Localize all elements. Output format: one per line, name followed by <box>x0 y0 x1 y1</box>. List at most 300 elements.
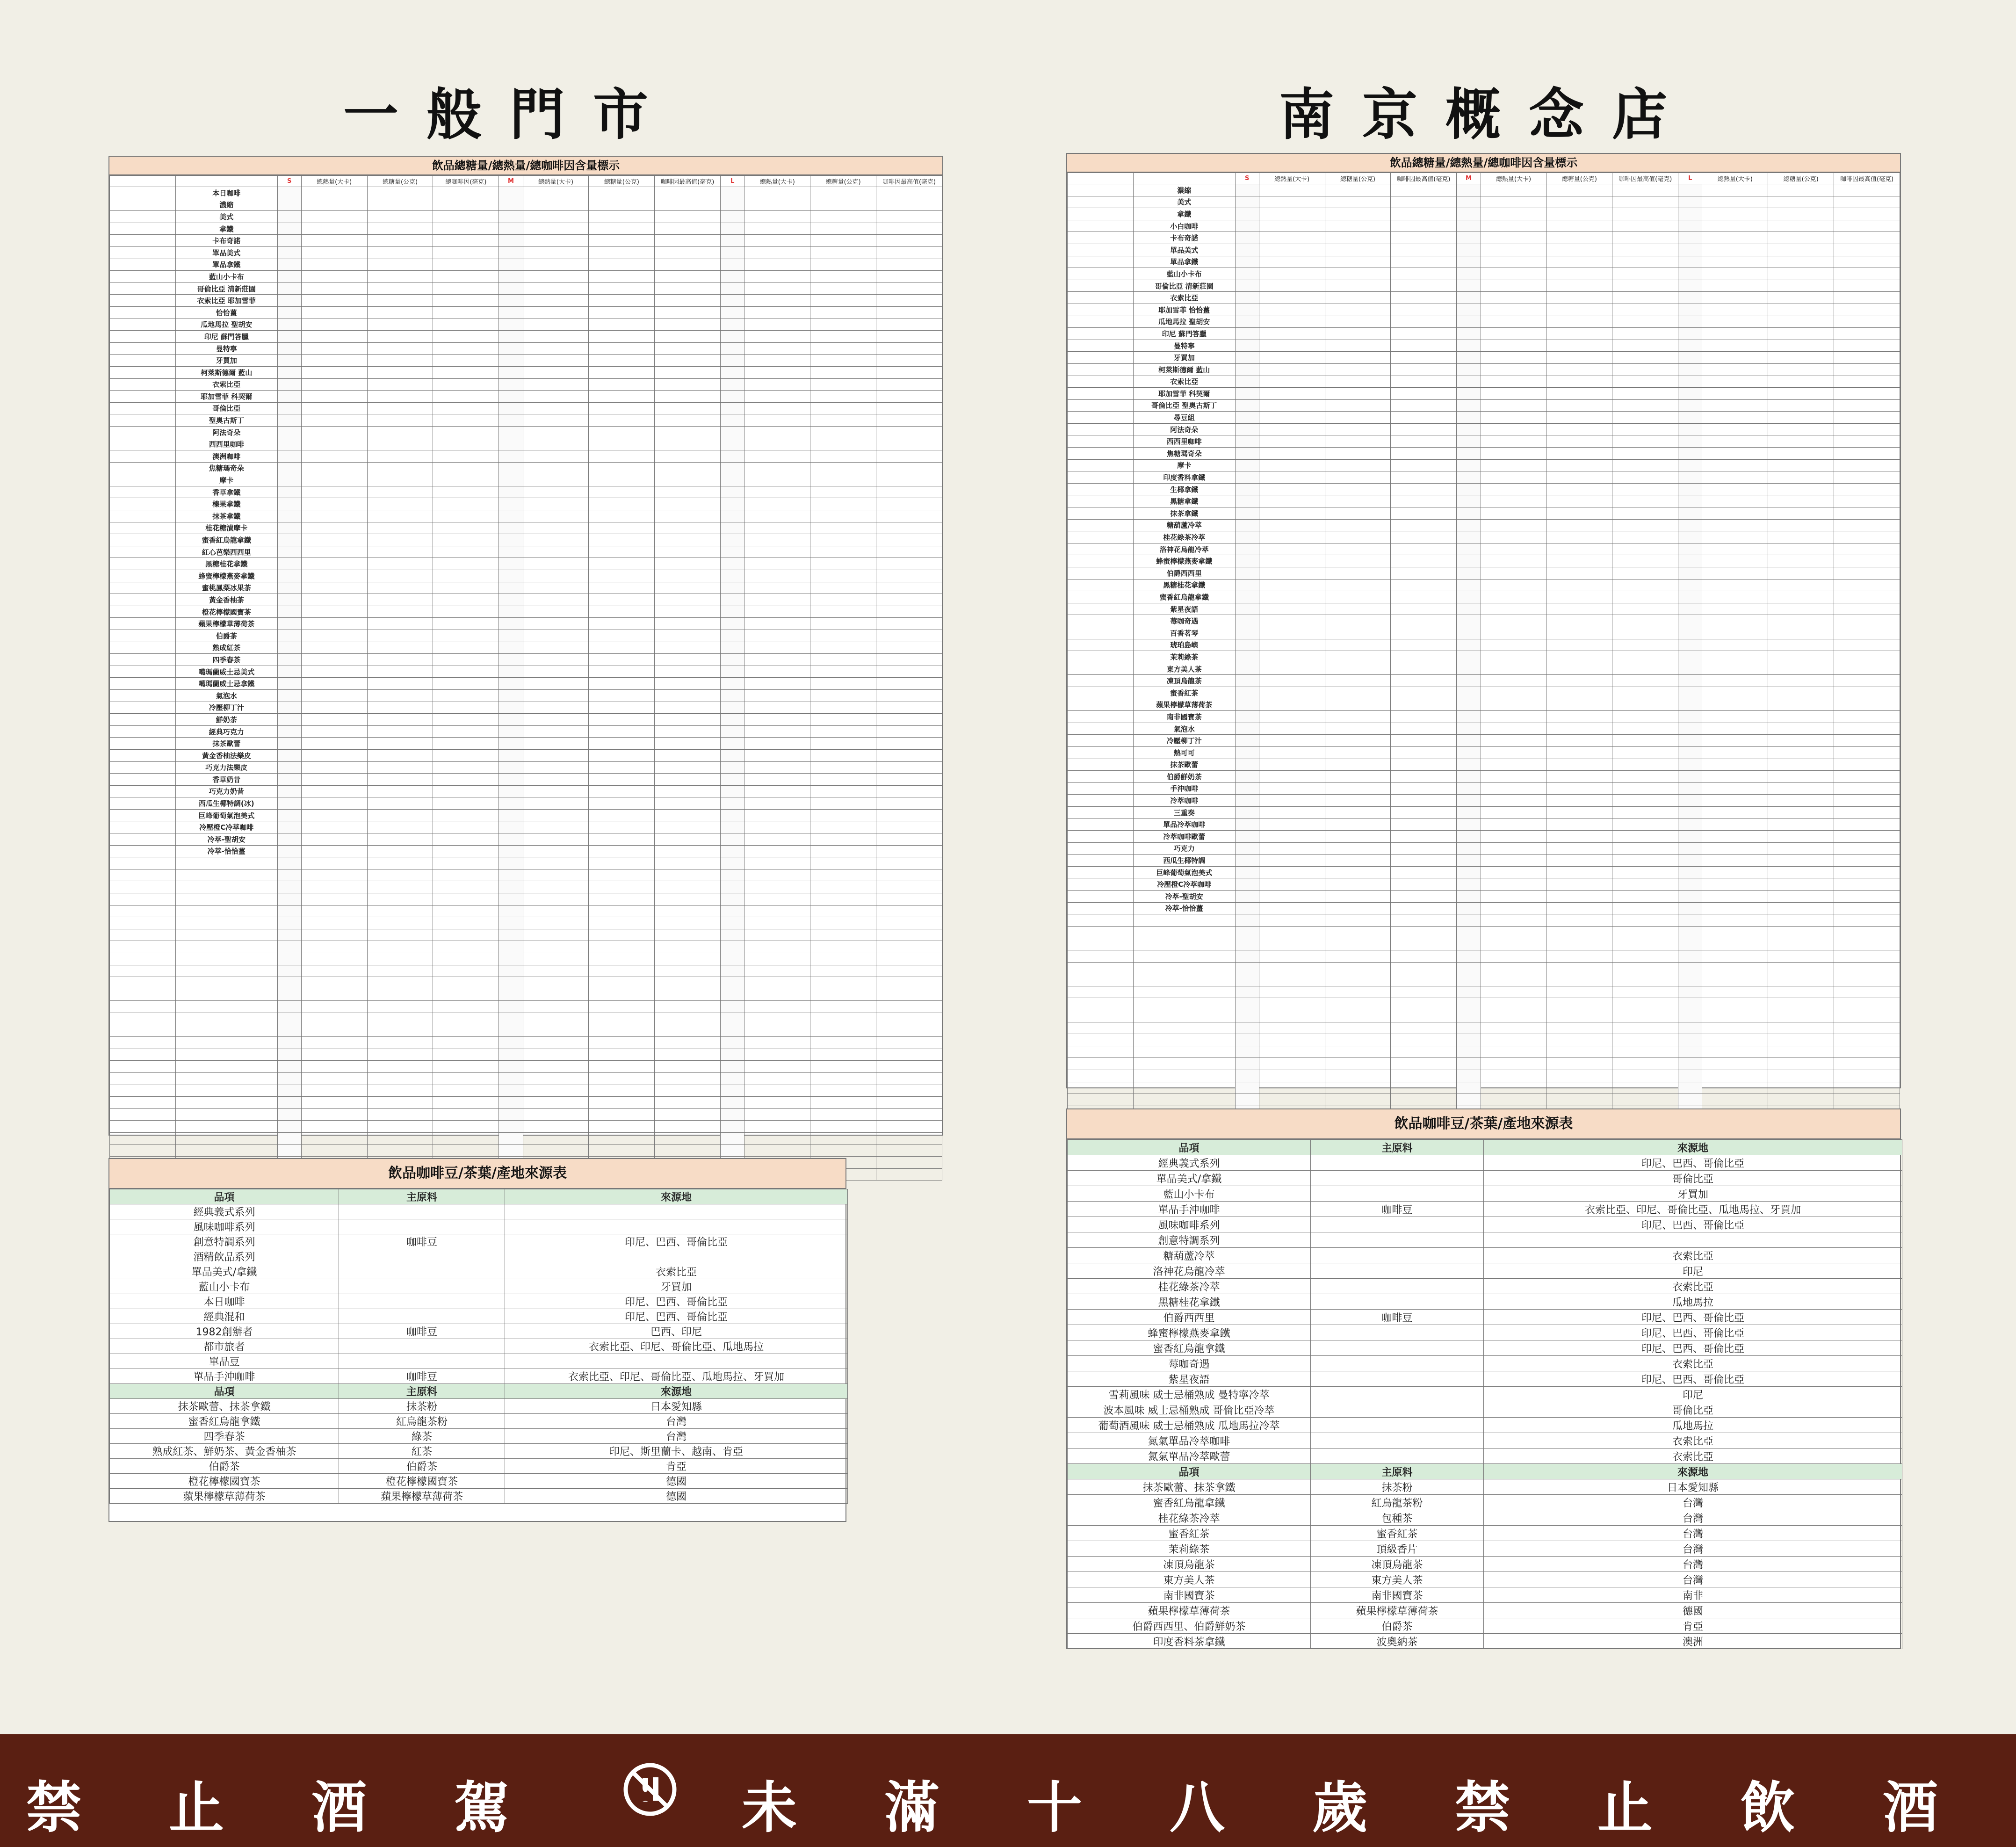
value-cell <box>721 618 744 630</box>
value-cell <box>1768 926 1834 938</box>
value-cell <box>499 618 523 630</box>
value-cell <box>1325 1094 1391 1106</box>
value-cell <box>1834 507 1900 520</box>
value-cell <box>367 187 433 199</box>
value-cell <box>1612 292 1678 304</box>
value-cell <box>810 319 876 331</box>
value-cell <box>1325 412 1391 424</box>
value-cell <box>1481 519 1546 531</box>
value-cell <box>1834 1046 1900 1058</box>
cell <box>1311 1232 1484 1248</box>
value-cell <box>1391 782 1457 795</box>
value-cell <box>1612 651 1678 663</box>
value-cell <box>810 678 876 690</box>
value-cell <box>744 306 810 319</box>
value-cell <box>876 1001 942 1013</box>
blank-cell <box>1068 173 1134 184</box>
item-name: 摩卡 <box>1133 459 1235 471</box>
value-cell <box>721 414 744 427</box>
table-row <box>110 1429 848 1444</box>
table-row <box>110 1249 848 1264</box>
value-cell <box>1391 280 1457 292</box>
value-cell <box>1391 423 1457 435</box>
value-cell <box>367 486 433 498</box>
table-row <box>110 510 942 522</box>
value-cell <box>301 355 367 367</box>
value-cell <box>1546 687 1612 699</box>
value-cell <box>1391 495 1457 507</box>
value-cell <box>1391 399 1457 412</box>
value-cell <box>1678 543 1702 555</box>
value-cell <box>589 881 655 893</box>
value-cell <box>589 246 655 259</box>
item-name: 西西里咖啡 <box>1133 435 1235 448</box>
value-cell <box>301 654 367 666</box>
item-name: 單品冷萃咖啡 <box>1133 818 1235 831</box>
cell: 德國 <box>1484 1603 1902 1618</box>
cell <box>1311 1371 1484 1387</box>
value-cell <box>1834 1010 1900 1022</box>
item-name: 巨峰葡萄氣泡美式 <box>1133 866 1235 878</box>
value-cell <box>876 714 942 726</box>
value-cell <box>1768 1034 1834 1046</box>
value-cell <box>1768 962 1834 974</box>
value-cell <box>301 642 367 654</box>
value-cell <box>1235 543 1259 555</box>
value-cell <box>744 785 810 797</box>
value-cell <box>1834 962 1900 974</box>
value-cell <box>1235 687 1259 699</box>
value-cell <box>1235 746 1259 759</box>
value-cell <box>1612 735 1678 747</box>
value-cell <box>433 282 499 295</box>
value-cell <box>876 785 942 797</box>
category-cell <box>1068 795 1134 807</box>
value-cell <box>277 689 301 702</box>
value-cell <box>1768 878 1834 891</box>
value-cell <box>499 199 523 211</box>
value-cell <box>1678 675 1702 687</box>
table-row <box>110 402 942 414</box>
value-cell <box>1702 1070 1768 1082</box>
value-cell <box>1678 196 1702 208</box>
value-cell <box>1325 603 1391 615</box>
value-cell <box>1325 567 1391 579</box>
value-cell <box>721 199 744 211</box>
value-cell <box>499 678 523 690</box>
value-cell <box>1481 699 1546 711</box>
value-cell <box>1678 831 1702 843</box>
value-cell <box>1768 771 1834 783</box>
value-cell <box>1768 363 1834 376</box>
value-cell <box>876 355 942 367</box>
category-cell <box>110 438 176 450</box>
value-cell <box>433 941 499 953</box>
value-cell <box>1546 184 1612 196</box>
table-row <box>110 331 942 343</box>
column-label: 總熱量(大卡) <box>523 176 589 187</box>
table-row <box>1068 519 1900 531</box>
value-cell <box>1235 232 1259 244</box>
value-cell <box>744 1097 810 1109</box>
value-cell <box>1612 483 1678 495</box>
value-cell <box>523 295 589 307</box>
value-cell <box>810 618 876 630</box>
value-cell <box>655 474 721 486</box>
value-cell <box>744 1049 810 1061</box>
value-cell <box>1546 328 1612 340</box>
value-cell <box>655 606 721 618</box>
cell <box>505 1354 848 1369</box>
value-cell <box>721 1037 744 1049</box>
value-cell <box>277 319 301 331</box>
value-cell <box>1325 663 1391 675</box>
value-cell <box>876 546 942 558</box>
value-cell <box>721 534 744 546</box>
value-cell <box>523 833 589 846</box>
value-cell <box>1702 316 1768 328</box>
cell: 衣索比亞 <box>1484 1248 1902 1263</box>
value-cell <box>277 738 301 750</box>
nutrition-table-left <box>108 156 943 1136</box>
item-name: 巧克力奶昔 <box>175 785 277 797</box>
value-cell <box>1391 831 1457 843</box>
category-cell <box>110 725 176 738</box>
value-cell <box>433 498 499 510</box>
table-row <box>110 1085 942 1097</box>
value-cell <box>655 953 721 965</box>
value-cell <box>1235 184 1259 196</box>
value-cell <box>876 869 942 881</box>
item-name: 衣索比亞 <box>175 378 277 391</box>
value-cell <box>367 366 433 378</box>
value-cell <box>1457 1082 1481 1094</box>
item-name: 濃縮 <box>175 199 277 211</box>
value-cell <box>1481 376 1546 388</box>
value-cell <box>589 510 655 522</box>
cell <box>1311 1325 1484 1340</box>
category-cell <box>1068 1034 1134 1046</box>
value-cell <box>1612 448 1678 460</box>
value-cell <box>301 749 367 761</box>
value-cell <box>1546 519 1612 531</box>
cell: 印尼、巴西、哥倫比亞 <box>505 1309 848 1324</box>
table-row <box>110 223 942 235</box>
value-cell <box>1391 376 1457 388</box>
value-cell <box>277 1144 301 1157</box>
value-cell <box>1325 471 1391 484</box>
value-cell <box>277 845 301 857</box>
value-cell <box>277 259 301 271</box>
value-cell <box>523 510 589 522</box>
value-cell <box>1768 340 1834 352</box>
value-cell <box>277 618 301 630</box>
table-row <box>110 1294 848 1309</box>
value-cell <box>589 402 655 414</box>
header-row <box>1068 173 1900 184</box>
table-row <box>110 1324 848 1339</box>
value-cell <box>655 869 721 881</box>
item-name: 冷萃-聖胡安 <box>1133 891 1235 903</box>
category-cell <box>1068 746 1134 759</box>
value-cell <box>367 821 433 833</box>
value-cell <box>1457 627 1481 639</box>
value-cell <box>1235 591 1259 603</box>
value-cell <box>301 905 367 917</box>
value-cell <box>589 929 655 941</box>
value-cell <box>1259 723 1325 735</box>
value-cell <box>1391 998 1457 1010</box>
value-cell <box>1768 795 1834 807</box>
value-cell <box>1768 352 1834 364</box>
category-cell <box>1068 328 1134 340</box>
value-cell <box>1612 699 1678 711</box>
value-cell <box>1768 304 1834 316</box>
value-cell <box>277 702 301 714</box>
value-cell <box>810 1037 876 1049</box>
value-cell <box>876 331 942 343</box>
category-cell <box>110 1049 176 1061</box>
table-row <box>110 654 942 666</box>
value-cell <box>277 462 301 474</box>
value-cell <box>744 618 810 630</box>
cell: 咖啡豆 <box>1311 1202 1484 1217</box>
item-name: 蜂蜜檸檬燕麥拿鐵 <box>1133 555 1235 567</box>
item-name: 黑糖拿鐵 <box>1133 495 1235 507</box>
value-cell <box>1457 998 1481 1010</box>
value-cell <box>810 630 876 642</box>
value-cell <box>655 223 721 235</box>
value-cell <box>721 187 744 199</box>
cell <box>1311 1155 1484 1171</box>
value-cell <box>876 438 942 450</box>
value-cell <box>433 989 499 1001</box>
value-cell <box>810 366 876 378</box>
table-row <box>1068 435 1900 448</box>
value-cell <box>810 235 876 247</box>
value-cell <box>301 199 367 211</box>
item-name <box>175 941 277 953</box>
table-row <box>1068 412 1900 424</box>
value-cell <box>744 319 810 331</box>
value-cell <box>1546 244 1612 256</box>
value-cell <box>523 941 589 953</box>
value-cell <box>744 426 810 438</box>
value-cell <box>367 785 433 797</box>
value-cell <box>1235 244 1259 256</box>
table-row <box>110 271 942 283</box>
value-cell <box>523 306 589 319</box>
value-cell <box>876 462 942 474</box>
value-cell <box>1259 340 1325 352</box>
value-cell <box>1481 304 1546 316</box>
value-cell <box>301 761 367 774</box>
value-cell <box>1235 938 1259 950</box>
value-cell <box>1325 687 1391 699</box>
value-cell <box>433 953 499 965</box>
category-cell <box>1068 304 1134 316</box>
category-cell <box>1068 244 1134 256</box>
table-row <box>1068 711 1900 723</box>
category-cell <box>1068 998 1134 1010</box>
cell <box>1311 1433 1484 1449</box>
cell: 蜂蜜檸檬燕麥拿鐵 <box>1068 1325 1311 1340</box>
value-cell <box>1457 735 1481 747</box>
value-cell <box>301 977 367 989</box>
category-cell <box>110 1037 176 1049</box>
value-cell <box>1457 376 1481 388</box>
value-cell <box>367 833 433 846</box>
table-row <box>110 1369 848 1384</box>
table-row <box>110 1234 848 1249</box>
value-cell <box>744 630 810 642</box>
cell: 印尼、巴西、哥倫比亞 <box>1484 1325 1902 1340</box>
table-row <box>110 1072 942 1085</box>
value-cell <box>655 259 721 271</box>
value-cell <box>876 282 942 295</box>
value-cell <box>367 606 433 618</box>
item-name: 紅心芭樂西西里 <box>175 546 277 558</box>
category-cell <box>110 594 176 606</box>
value-cell <box>744 295 810 307</box>
value-cell <box>1768 543 1834 555</box>
value-cell <box>367 211 433 223</box>
value-cell <box>277 1121 301 1133</box>
value-cell <box>744 438 810 450</box>
value-cell <box>1546 579 1612 591</box>
value-cell <box>876 1061 942 1073</box>
value-cell <box>1546 735 1612 747</box>
item-name: 三重奏 <box>1133 806 1235 818</box>
value-cell <box>499 953 523 965</box>
value-cell <box>277 1108 301 1121</box>
value-cell <box>1481 448 1546 460</box>
value-cell <box>810 917 876 929</box>
value-cell <box>277 1025 301 1037</box>
value-cell <box>1235 459 1259 471</box>
value-cell <box>1481 232 1546 244</box>
value-cell <box>1768 1082 1834 1094</box>
cell <box>505 1219 848 1234</box>
value-cell <box>721 1144 744 1157</box>
value-cell <box>301 223 367 235</box>
value-cell <box>301 989 367 1001</box>
value-cell <box>523 618 589 630</box>
value-cell <box>1259 962 1325 974</box>
table-row <box>1068 699 1900 711</box>
value-cell <box>499 977 523 989</box>
value-cell <box>876 702 942 714</box>
value-cell <box>1612 459 1678 471</box>
value-cell <box>1259 795 1325 807</box>
value-cell <box>655 881 721 893</box>
value-cell <box>523 582 589 594</box>
value-cell <box>1612 926 1678 938</box>
table-row <box>110 378 942 391</box>
value-cell <box>1612 878 1678 891</box>
value-cell <box>1325 891 1391 903</box>
header-row <box>110 1384 848 1399</box>
value-cell <box>1481 735 1546 747</box>
value-cell <box>1259 459 1325 471</box>
value-cell <box>1391 220 1457 232</box>
value-cell <box>1325 244 1391 256</box>
category-cell <box>1068 483 1134 495</box>
value-cell <box>433 725 499 738</box>
value-cell <box>1457 962 1481 974</box>
value-cell <box>876 366 942 378</box>
table-row <box>110 857 942 869</box>
value-cell <box>1481 1034 1546 1046</box>
table-row <box>110 558 942 570</box>
value-cell <box>744 725 810 738</box>
value-cell <box>367 342 433 355</box>
value-cell <box>1702 735 1768 747</box>
value-cell <box>1457 579 1481 591</box>
cell: 印尼 <box>1484 1263 1902 1279</box>
table-row <box>110 774 942 786</box>
value-cell <box>523 714 589 726</box>
value-cell <box>876 426 942 438</box>
value-cell <box>523 1072 589 1085</box>
value-cell <box>433 618 499 630</box>
value-cell <box>1768 603 1834 615</box>
value-cell <box>1235 998 1259 1010</box>
item-name: 抹茶歐蕾 <box>1133 759 1235 771</box>
category-cell <box>110 1013 176 1025</box>
table-row <box>110 1459 848 1474</box>
table-row <box>1068 268 1900 280</box>
cell: 牙買加 <box>505 1279 848 1294</box>
value-cell <box>1325 866 1391 878</box>
cell <box>1311 1186 1484 1202</box>
item-name: 瓜地馬拉 聖胡安 <box>175 319 277 331</box>
item-name: 氣泡水 <box>1133 723 1235 735</box>
value-cell <box>1546 1070 1612 1082</box>
value-cell <box>589 1085 655 1097</box>
category-cell <box>110 295 176 307</box>
value-cell <box>1834 388 1900 400</box>
value-cell <box>367 797 433 810</box>
table-row <box>1068 184 1900 196</box>
table-row <box>1068 543 1900 555</box>
value-cell <box>1612 687 1678 699</box>
value-cell <box>1546 950 1612 963</box>
table-row <box>110 1309 848 1324</box>
value-cell <box>1325 627 1391 639</box>
category-cell <box>1068 1010 1134 1022</box>
value-cell <box>1546 220 1612 232</box>
category-cell <box>110 211 176 223</box>
value-cell <box>1457 806 1481 818</box>
column-label: 總糖量(公克) <box>367 176 433 187</box>
table-row <box>110 725 942 738</box>
value-cell <box>1457 687 1481 699</box>
value-cell <box>1678 316 1702 328</box>
value-cell <box>499 331 523 343</box>
value-cell <box>433 426 499 438</box>
value-cell <box>1768 268 1834 280</box>
value-cell <box>433 977 499 989</box>
value-cell <box>1834 723 1900 735</box>
value-cell <box>1259 352 1325 364</box>
cell: 瓜地馬拉 <box>1484 1418 1902 1433</box>
value-cell <box>277 1097 301 1109</box>
value-cell <box>589 821 655 833</box>
value-cell <box>1259 1046 1325 1058</box>
table-row <box>1068 938 1900 950</box>
value-cell <box>1481 723 1546 735</box>
